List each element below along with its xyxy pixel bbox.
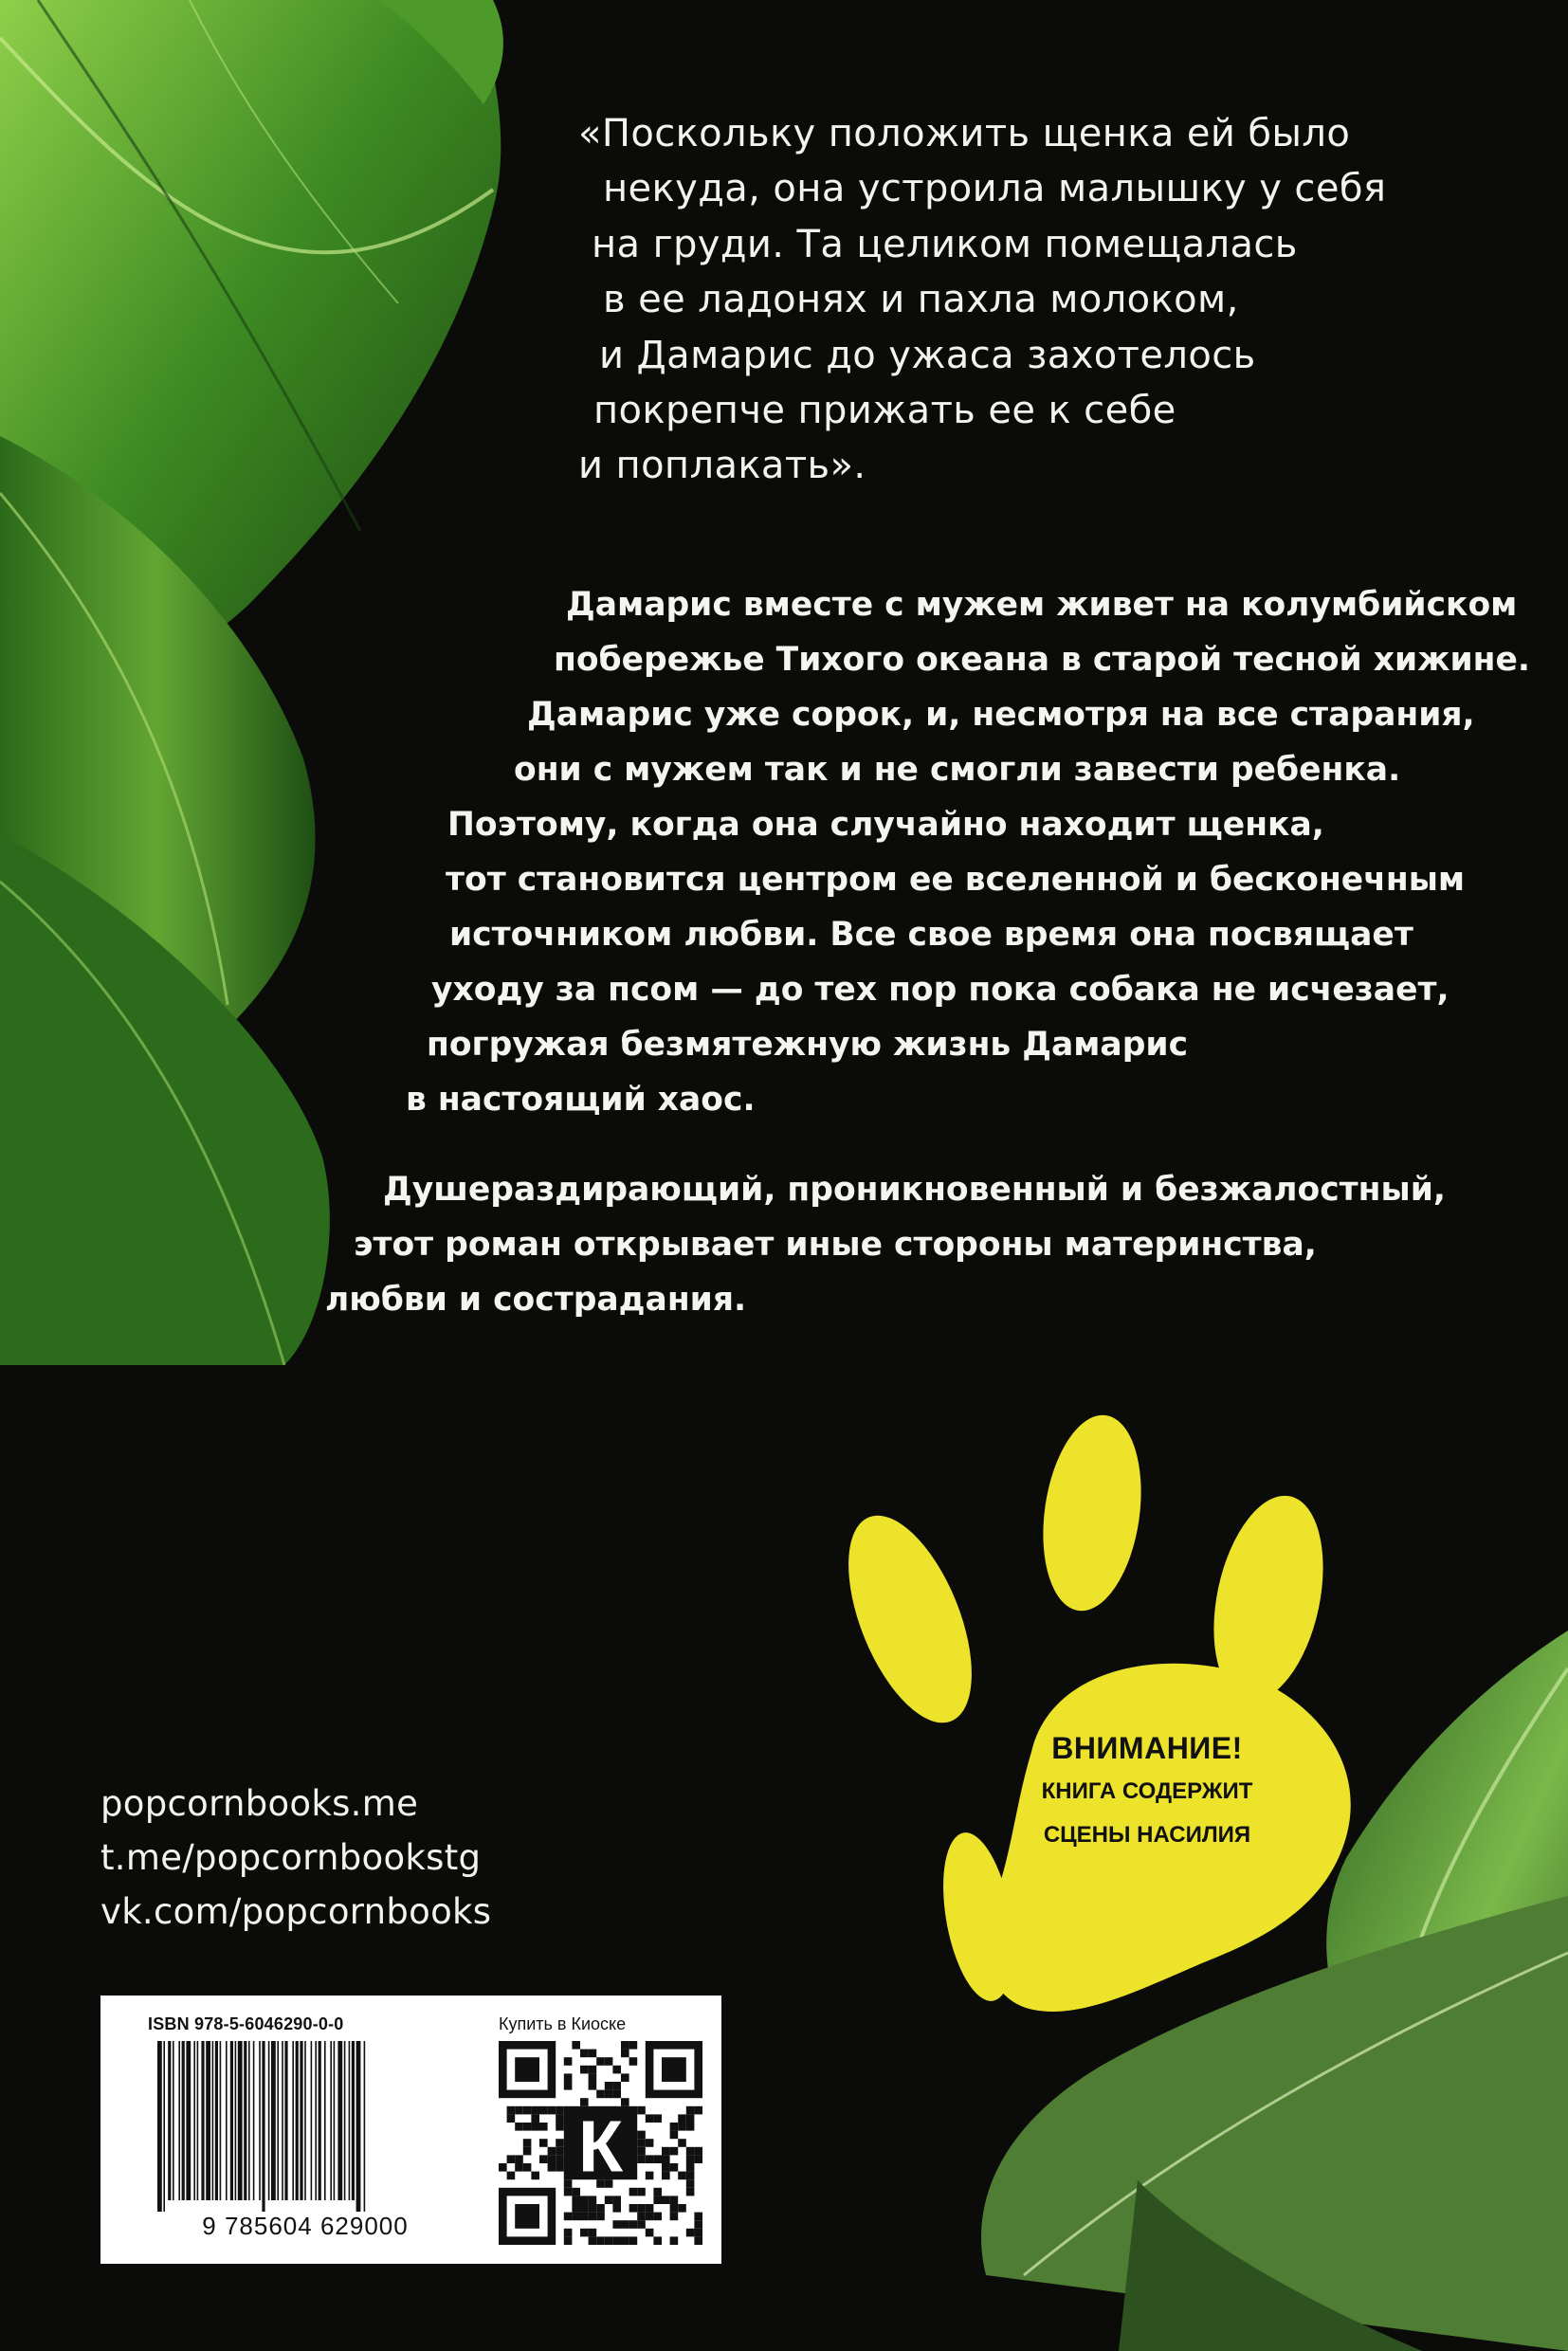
qr-module xyxy=(596,2090,605,2099)
qr-module xyxy=(629,2220,638,2229)
barcode-bar xyxy=(304,2041,306,2200)
qr-module xyxy=(612,2236,621,2245)
qr-module xyxy=(572,2204,580,2213)
barcode-bar xyxy=(330,2041,332,2200)
barcode-bar xyxy=(212,2041,214,2200)
qr-module xyxy=(646,2204,654,2213)
qr-module xyxy=(605,2090,613,2099)
qr-code-icon[interactable] xyxy=(499,2041,702,2245)
publisher-links xyxy=(100,1777,491,1939)
warning-line: СЦЕНЫ НАСИЛИЯ xyxy=(1043,1822,1251,1848)
qr-module xyxy=(686,2114,695,2123)
isbn-text: ISBN 978-5-6046290-0-0 xyxy=(148,2014,344,2033)
quote-block xyxy=(578,106,1488,494)
qr-module xyxy=(678,2204,686,2213)
quote-line: и Дамарис до ужаса захотелось xyxy=(599,333,1256,377)
qr-module xyxy=(580,2204,589,2213)
qr-module xyxy=(670,2213,679,2221)
qr-module xyxy=(523,2123,532,2131)
review-line: Душераздирающий, проникновенный и безжалостный, xyxy=(383,1171,1446,1209)
qr-module xyxy=(694,2236,702,2245)
barcode-bar xyxy=(201,2041,204,2200)
link-website[interactable]: popcornbooks.me xyxy=(100,1783,419,1824)
qr-module xyxy=(678,2139,686,2147)
description-line: уходу за псом — до тех пор пока собака не исчезает, xyxy=(431,971,1449,1009)
qr-module xyxy=(507,2155,516,2163)
barcode-bar xyxy=(292,2041,294,2200)
qr-module xyxy=(612,2066,621,2074)
barcode-bar xyxy=(268,2041,270,2200)
qr-module xyxy=(531,2114,539,2123)
qr-module xyxy=(580,2066,589,2074)
qr-module xyxy=(686,2229,695,2237)
barcode-bar xyxy=(157,2041,162,2212)
qr-module xyxy=(612,2204,621,2213)
barcode-bar xyxy=(315,2041,317,2200)
qr-module xyxy=(515,2123,523,2131)
description-line: Поэтому, когда она случайно находит щенка, xyxy=(447,806,1324,844)
qr-module xyxy=(686,2172,695,2180)
qr-module xyxy=(662,2155,670,2163)
qr-module xyxy=(662,2196,670,2204)
qr-module xyxy=(621,2050,629,2058)
content-warning xyxy=(995,1731,1299,1853)
qr-module xyxy=(605,2082,613,2090)
qr-module xyxy=(646,2155,654,2163)
qr-module xyxy=(556,2163,564,2172)
qr-module xyxy=(589,2073,597,2082)
barcode-bar xyxy=(352,2041,355,2200)
qr-module xyxy=(548,2106,556,2115)
qr-module xyxy=(653,2213,662,2221)
barcode-bar xyxy=(311,2041,313,2200)
barcode-label xyxy=(100,1996,721,2264)
qr-module xyxy=(694,2229,702,2237)
qr-module xyxy=(629,2057,638,2066)
qr-module xyxy=(539,2155,548,2163)
barcode-bar xyxy=(284,2041,287,2200)
qr-module xyxy=(564,2213,573,2221)
warning-line: КНИГА СОДЕРЖИТ xyxy=(1041,1778,1253,1804)
qr-module xyxy=(646,2114,654,2123)
barcode-bar xyxy=(349,2041,351,2200)
qr-module xyxy=(670,2236,679,2245)
qr-module xyxy=(637,2213,646,2221)
qr-module xyxy=(629,2236,638,2245)
qr-module xyxy=(686,2155,695,2163)
qr-module xyxy=(678,2123,686,2131)
barcode-bar xyxy=(197,2041,199,2200)
qr-module xyxy=(612,2220,621,2229)
qr-module xyxy=(629,2204,638,2213)
barcode-bar xyxy=(259,2041,261,2200)
warning-title: ВНИМАНИЕ! xyxy=(1051,1731,1243,1765)
barcode-bar xyxy=(334,2041,336,2200)
qr-module xyxy=(515,2204,539,2229)
qr-module xyxy=(589,2050,597,2058)
barcode-bar xyxy=(182,2041,185,2200)
barcode-bar xyxy=(248,2041,250,2200)
qr-module xyxy=(662,2147,670,2156)
qr-module xyxy=(629,2188,638,2196)
qr-module xyxy=(686,2106,695,2115)
qr-module xyxy=(589,2066,597,2074)
barcode-bar xyxy=(163,2041,165,2212)
qr-module xyxy=(589,2229,597,2237)
qr-module xyxy=(694,2147,702,2156)
qr-module xyxy=(694,2213,702,2221)
quote-line: некуда, она устроила малышку у себя xyxy=(603,167,1387,211)
qr-module xyxy=(556,2123,564,2131)
paw-print-icon xyxy=(815,1403,1384,2029)
link-telegram[interactable]: t.me/popcornbookstg xyxy=(100,1837,482,1878)
qr-module xyxy=(515,2106,523,2115)
qr-module xyxy=(612,2082,621,2090)
description-line: источником любви. Все свое время она посвящает xyxy=(449,916,1413,954)
qr-module xyxy=(621,2041,629,2050)
qr-module xyxy=(653,2114,662,2123)
qr-module xyxy=(564,2229,573,2237)
qr-module xyxy=(507,2106,516,2115)
qr-module xyxy=(637,2155,646,2163)
qr-module xyxy=(515,2155,523,2163)
qr-module xyxy=(662,2057,686,2082)
qr-module xyxy=(694,2106,702,2115)
qr-module xyxy=(653,2155,662,2163)
barcode-bar xyxy=(324,2041,326,2200)
qr-module xyxy=(539,2123,548,2131)
qr-module xyxy=(572,2213,580,2221)
qr-module xyxy=(637,2139,646,2147)
barcode-bar xyxy=(356,2041,361,2212)
qr-module xyxy=(548,2163,556,2172)
barcode-bar xyxy=(300,2041,302,2200)
review-line: этот роман открывает иные стороны материнства, xyxy=(354,1226,1317,1264)
qr-module xyxy=(637,2220,646,2229)
quote-line: покрепче прижать ее к себе xyxy=(593,389,1176,433)
qr-module xyxy=(515,2057,539,2082)
qr-module xyxy=(637,2188,646,2196)
barcode-bar xyxy=(215,2041,218,2200)
qr-module xyxy=(548,2155,556,2163)
description-line: в настоящий хаос. xyxy=(406,1081,756,1119)
qr-module xyxy=(686,2147,695,2156)
qr-module xyxy=(662,2163,670,2172)
qr-module xyxy=(596,2204,605,2213)
qr-module xyxy=(564,2057,573,2066)
qr-module xyxy=(556,2106,564,2115)
qr-module xyxy=(686,2123,695,2131)
barcode-bar xyxy=(277,2041,279,2200)
qr-module xyxy=(646,2213,654,2221)
qr-caption: Купить в Киоске xyxy=(499,2014,627,2033)
qr-module xyxy=(548,2147,556,2156)
link-vk[interactable]: vk.com/popcornbooks xyxy=(100,1891,492,1932)
qr-module xyxy=(637,2147,646,2156)
qr-module xyxy=(605,2236,613,2245)
barcode-bar xyxy=(220,2041,222,2200)
qr-module xyxy=(686,2188,695,2196)
barcode-bar xyxy=(238,2041,243,2200)
qr-module xyxy=(694,2155,702,2163)
qr-module xyxy=(589,2196,597,2204)
qr-module xyxy=(653,2236,662,2245)
qr-module xyxy=(670,2204,679,2213)
qr-module xyxy=(629,2041,638,2050)
qr-module xyxy=(621,2220,629,2229)
qr-module xyxy=(507,2172,516,2180)
qr-module xyxy=(589,2236,597,2245)
barcode-bar xyxy=(282,2041,283,2200)
barcode-bar xyxy=(193,2041,195,2200)
qr-module xyxy=(564,2179,573,2188)
barcode-bar xyxy=(296,2041,299,2200)
qr-module xyxy=(580,2098,589,2106)
barcode-bar xyxy=(337,2041,342,2200)
qr-module xyxy=(499,2163,507,2172)
qr-module xyxy=(612,2196,621,2204)
qr-module xyxy=(670,2131,679,2140)
qr-module xyxy=(523,2163,532,2172)
description-line: Дамарис вместе с мужем живет на колумбийском xyxy=(566,586,1518,624)
qr-module xyxy=(637,2204,646,2213)
qr-module xyxy=(589,2204,597,2213)
barcode-icon xyxy=(138,2041,472,2240)
qr-module xyxy=(572,2188,580,2196)
qr-module xyxy=(653,2188,662,2196)
qr-module xyxy=(678,2172,686,2180)
qr-module xyxy=(556,2139,564,2147)
qr-module xyxy=(694,2220,702,2229)
qr-module xyxy=(564,2082,573,2090)
qr-module xyxy=(670,2123,679,2131)
qr-module xyxy=(596,2236,605,2245)
barcode-bar xyxy=(178,2041,180,2200)
barcode-bar xyxy=(344,2041,346,2200)
qr-module xyxy=(596,2057,605,2066)
barcode-digits: 9 785604 629000 xyxy=(202,2212,409,2240)
quote-line: в ее ладонях и пахла молоком, xyxy=(603,278,1239,322)
qr-module xyxy=(564,2073,573,2082)
qr-module xyxy=(523,2139,532,2147)
quote-line: на груди. Та целиком помещалась xyxy=(592,222,1298,266)
qr-module xyxy=(605,2196,613,2204)
qr-module xyxy=(515,2163,523,2172)
qr-module xyxy=(556,2155,564,2163)
barcode-bar xyxy=(230,2041,233,2200)
qr-module xyxy=(572,2196,580,2204)
barcode-bar xyxy=(226,2041,228,2200)
qr-module xyxy=(564,2188,573,2196)
qr-module xyxy=(531,2123,539,2131)
barcode-bar xyxy=(364,2041,366,2212)
qr-module xyxy=(531,2172,539,2180)
quote-line: и поплакать». xyxy=(578,444,866,488)
qr-module xyxy=(670,2147,679,2156)
qr-module xyxy=(612,2090,621,2099)
qr-module xyxy=(621,2098,629,2106)
qr-module xyxy=(596,2213,605,2221)
qr-module xyxy=(646,2139,654,2147)
qr-module xyxy=(572,2041,580,2050)
qr-module xyxy=(556,2147,564,2156)
qr-module xyxy=(670,2196,679,2204)
description-line: они с мужем так и не смогли завести ребенка. xyxy=(514,751,1401,789)
qr-module xyxy=(653,2196,662,2204)
qr-module xyxy=(589,2213,597,2221)
qr-module xyxy=(539,2106,548,2115)
qr-module xyxy=(646,2172,654,2180)
qr-module xyxy=(637,2131,646,2140)
qr-module xyxy=(646,2229,654,2237)
qr-module xyxy=(670,2163,679,2172)
qr-module xyxy=(564,2236,573,2245)
description-line: погружая безмятежную жизнь Дамарис xyxy=(427,1026,1189,1064)
qr-module xyxy=(539,2139,548,2147)
barcode-bar xyxy=(168,2041,171,2200)
qr-module xyxy=(580,2213,589,2221)
description-line: Дамарис уже сорок, и, несмотря на все старания, xyxy=(527,696,1475,734)
qr-module xyxy=(678,2114,686,2123)
barcode-bar xyxy=(319,2041,321,2200)
barcode-bar xyxy=(206,2041,210,2200)
barcode-bar xyxy=(186,2041,191,2200)
qr-module xyxy=(580,2229,589,2237)
qr-module xyxy=(580,2196,589,2204)
barcode-bar xyxy=(235,2041,237,2200)
qr-module xyxy=(686,2163,695,2172)
qr-module xyxy=(621,2073,629,2082)
qr-module xyxy=(637,2106,646,2115)
qr-module xyxy=(605,2057,613,2066)
qr-module xyxy=(556,2114,564,2123)
qr-module xyxy=(531,2106,539,2115)
review-line: любви и сострадания. xyxy=(325,1281,747,1319)
barcode-bar xyxy=(244,2041,246,2200)
qr-module xyxy=(589,2082,597,2090)
qr-module xyxy=(662,2172,670,2180)
barcode-bar xyxy=(253,2041,255,2200)
description-line: побережье Тихого океана в старой тесной хижине. xyxy=(554,641,1530,679)
qr-module xyxy=(507,2114,516,2123)
qr-module xyxy=(580,2050,589,2058)
qr-module xyxy=(686,2179,695,2188)
qr-logo-letter: К xyxy=(577,2105,624,2188)
qr-module xyxy=(523,2147,532,2156)
qr-module xyxy=(621,2236,629,2245)
quote-line: «Поскольку положить щенка ей было xyxy=(578,112,1351,155)
qr-module xyxy=(523,2106,532,2115)
barcode-bar xyxy=(262,2041,264,2212)
barcode-bar xyxy=(271,2041,276,2200)
description-line: тот становится центром ее вселенной и бесконечным xyxy=(446,861,1466,899)
barcode-bar xyxy=(173,2041,174,2200)
